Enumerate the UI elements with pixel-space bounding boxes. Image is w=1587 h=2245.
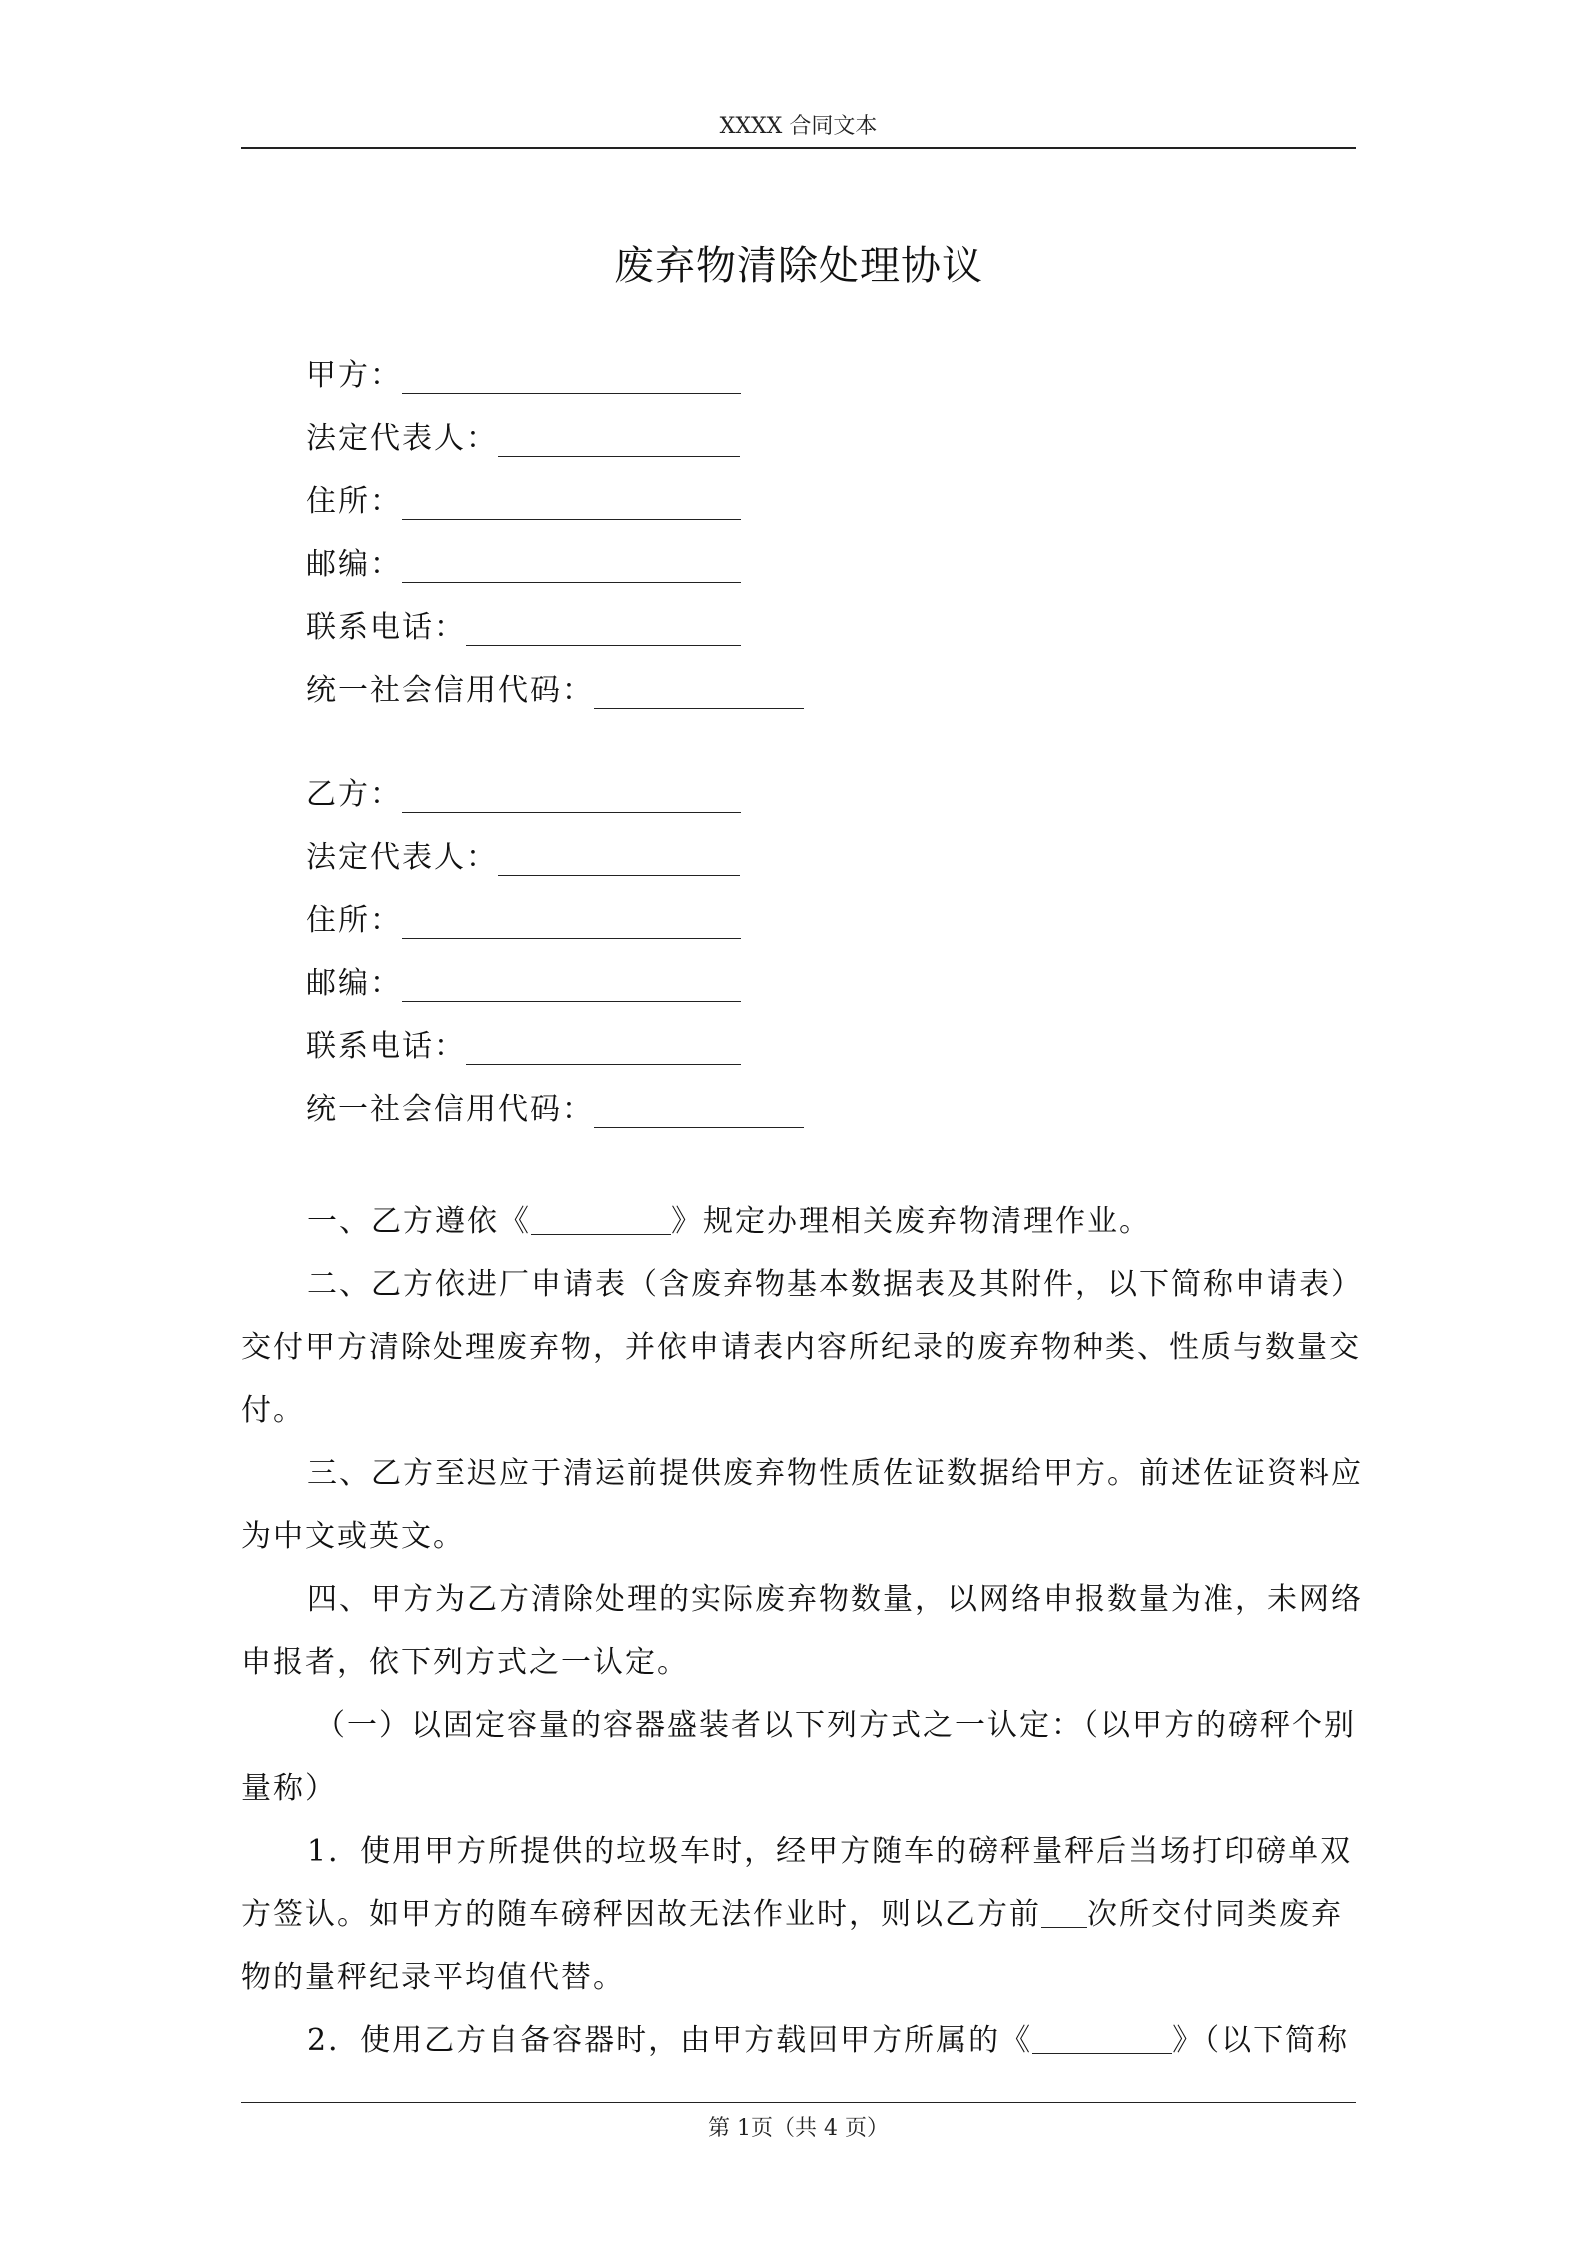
party-b-name-row: [306, 771, 741, 819]
party-b-phone-row: [306, 1023, 741, 1071]
clause-text-pre: 方签认。如甲方的随车磅秤因故无法作业时，则以乙方前: [241, 1897, 1041, 1932]
clause-line: 物的量秤纪录平均值代替。: [241, 1960, 625, 1995]
clause-line: [241, 1883, 1356, 1946]
clause-line: 申报者，依下列方式之一认定。: [241, 1645, 689, 1680]
party-b-legal-rep-blank[interactable]: [498, 837, 740, 876]
clause-line: 为中文或英文。: [241, 1519, 465, 1554]
party-b-label: 乙方：: [306, 777, 402, 812]
page-header: XXXX 合同文本: [719, 114, 878, 139]
footer-divider: [241, 2102, 1356, 2103]
party-a-phone-label: 联系电话：: [306, 610, 466, 645]
clause-4-item-1: [241, 1694, 1356, 1820]
clause-text-pre: 2．使用乙方自备容器时，由甲方载回甲方所属的《: [307, 2023, 1033, 2058]
clause-line: 三、乙方至迟应于清运前提供废弃物性质佐证数据给甲方。前述佐证资料应: [307, 1456, 1363, 1491]
party-a-phone-blank[interactable]: [466, 607, 741, 646]
party-a-postcode-blank[interactable]: [402, 544, 741, 583]
party-a-credit-code-row: [306, 667, 804, 715]
clause-2: [241, 1253, 1363, 1442]
party-a-address-row: [306, 478, 741, 526]
clause-1: [241, 1190, 1356, 1253]
party-b-phone-label: 联系电话：: [306, 1029, 466, 1064]
clause-line: （一）以固定容量的容器盛装者以下列方式之一认定：（以甲方的磅秤个别: [315, 1708, 1356, 1743]
clause-line: [241, 1190, 1356, 1253]
party-a-address-label: 住所：: [306, 484, 402, 519]
clause-4: [241, 1568, 1363, 1694]
clause-1-text-post: 》规定办理相关废弃物清理作业。: [671, 1204, 1151, 1239]
party-b-name-blank[interactable]: [402, 774, 741, 813]
party-a-name-blank[interactable]: [402, 355, 741, 394]
document-title: 废弃物清除处理协议: [614, 243, 983, 289]
page-footer: 第 1页（共 4 页）: [708, 2116, 889, 2141]
party-a-credit-code-blank[interactable]: [594, 670, 804, 709]
clause-text-post: 次所交付同类废弃: [1087, 1897, 1343, 1932]
clause-4-item-1-sub-2: [241, 2009, 1356, 2072]
party-b-legal-rep-row: [306, 834, 740, 882]
party-b-postcode-blank[interactable]: [402, 963, 741, 1002]
clause-line: [241, 2009, 1356, 2072]
party-b-credit-code-label: 统一社会信用代码：: [306, 1092, 594, 1127]
party-b-address-blank[interactable]: [402, 900, 741, 939]
party-b-credit-code-blank[interactable]: [594, 1089, 804, 1128]
clause-3: [241, 1442, 1363, 1568]
clause-1-text-pre: 一、乙方遵依《: [307, 1204, 531, 1239]
party-b-postcode-label: 邮编：: [306, 966, 402, 1001]
header-divider: [241, 147, 1356, 149]
party-b-address-row: [306, 897, 741, 945]
party-a-postcode-row: [306, 541, 741, 589]
clause-4-item-1-sub-1: [241, 1820, 1356, 2009]
party-b-phone-blank[interactable]: [466, 1026, 741, 1065]
party-a-address-blank[interactable]: [402, 481, 741, 520]
party-a-legal-rep-blank[interactable]: [498, 418, 740, 457]
party-a-label: 甲方：: [306, 358, 402, 393]
party-b-address-label: 住所：: [306, 903, 402, 938]
party-a-legal-rep-label: 法定代表人：: [306, 421, 498, 456]
clause-text-post: 》（以下简称: [1172, 2023, 1350, 2058]
clause-line: 付。: [241, 1393, 305, 1428]
party-b-postcode-row: [306, 960, 741, 1008]
clause-line: 1．使用甲方所提供的垃圾车时，经甲方随车的磅秤量秤后当场打印磅单双: [307, 1834, 1353, 1869]
party-a-legal-rep-row: [306, 415, 740, 463]
party-a-name-row: [306, 352, 741, 400]
clause-line: 二、乙方依进厂申请表（含废弃物基本数据表及其附件，以下简称申请表）: [307, 1267, 1363, 1302]
clause-line: 量称）: [241, 1771, 337, 1806]
party-b-credit-code-row: [306, 1086, 804, 1134]
party-a-postcode-label: 邮编：: [306, 547, 402, 582]
clause-line: 交付甲方清除处理废弃物，并依申请表内容所纪录的废弃物种类、性质与数量交: [241, 1330, 1361, 1365]
party-a-phone-row: [306, 604, 741, 652]
facility-blank[interactable]: [1032, 2019, 1172, 2054]
clause-1-blank[interactable]: [531, 1200, 671, 1235]
clause-line: 四、甲方为乙方清除处理的实际废弃物数量，以网络申报数量为准，未网络: [307, 1582, 1363, 1617]
party-a-credit-code-label: 统一社会信用代码：: [306, 673, 594, 708]
times-blank[interactable]: [1041, 1893, 1087, 1928]
party-b-legal-rep-label: 法定代表人：: [306, 840, 498, 875]
